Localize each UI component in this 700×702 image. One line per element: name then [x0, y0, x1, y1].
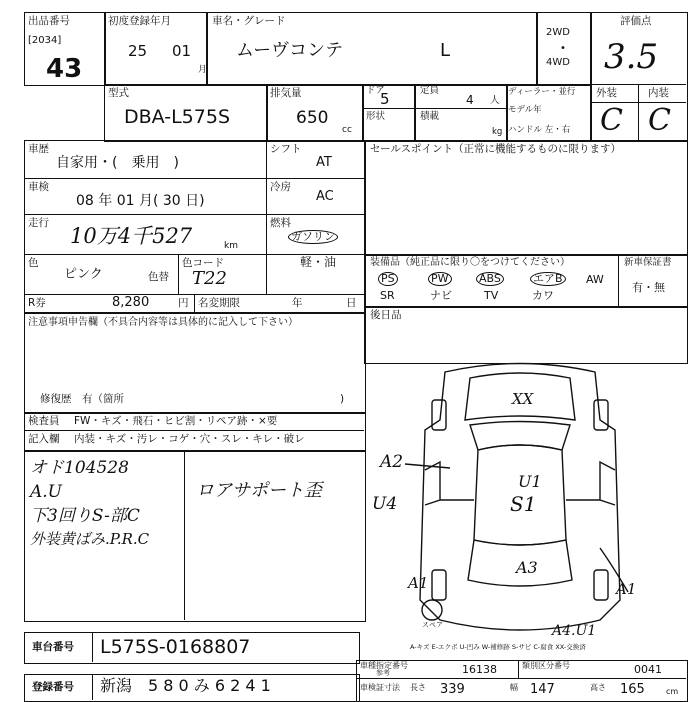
mileage-value: 10万4千527 [70, 224, 193, 248]
exterior-label: 外装 [596, 87, 617, 99]
equip-airbag: エアB [530, 272, 566, 286]
car-name-label: 車名・グレード [212, 15, 286, 27]
hand-note-exterior: 外装黄ばみ.P.R.C [30, 530, 150, 548]
equip-navi: ナビ [430, 289, 452, 302]
mark-a2: A2 [380, 452, 404, 472]
chassis-label: 車台番号 [32, 641, 74, 653]
designation-value: 16138 [462, 663, 497, 676]
km-unit: km [224, 241, 238, 251]
displacement-label: 排気量 [270, 87, 302, 99]
cm-unit: cm [666, 687, 679, 696]
equip-aw: AW [586, 273, 604, 286]
equipment-label: 装備品（純正品に限り〇をつけてください） [370, 257, 570, 268]
fuel-gasoline: ガソリン [288, 230, 338, 244]
displacement: 650 [296, 108, 329, 128]
auction-sheet: 出品番号 [2034] 43 初度登録年月 25 01 月 車名・グレード ムーヴコンテ L 2WD • 4WD 評価点 3.5 外装 内装 C C 型式 DBA-L575S 排気量 650 cc ドア 5 定員 4 人 形状 積載 kg ディーラー・並行 モデル年 ハンドル 左・右 車歴 自家用・( 乗用 ) シフト AT 車検 08 年 01 月( 30 日) 冷房 AC 走行 10万4千527 km 燃料 ガソリン 軽・油 色 ピンク 色替 色コード T22 R券 8,280 円 名変期限 年 日 セールスポイント（正常に機能するものに限ります） 装備品（純正品に限り〇をつけてください） 新車保証書 有・無 PS PW ABS エアB AW SR ナビ TV カワ 後日品 注意事項申告欄（不具合内容等は具体的に記入して下さい） 修復歴 有（箇所 ) 検査員 FW・キズ・飛石・ヒビ割・リペア跡・×要 記入欄 内装・キズ・汚レ・コゲ・穴・スレ・キレ・破レ オド104528 A.U 下3回りS-部C 外装黄ばみ.P.R.C ロアサポート歪 XX A2 U4 U1 S1 A3 A1 A1 A4.U1 スペア A-キズ E-エクボ U-凹み W-補修跡 S-サビ C-腐食 XX-交換済 車台番号 L575S-0168807 登録番号 新潟 5 8 0 み 6 2 4 1 車種指定番号 16138 類別区分番号 0041 参考 車検証寸法 長さ 339 幅 147 高さ 165 cm [0, 0, 700, 700]
interior-grade: C [648, 103, 671, 138]
mark-top: XX [512, 390, 534, 408]
cc-unit: cc [342, 125, 352, 135]
category-value: 0041 [634, 663, 662, 676]
drive-2wd: 2WD [546, 27, 570, 38]
lot-number: 43 [46, 54, 83, 84]
inspection-value: 08 年 01 月( 30 日) [76, 193, 205, 209]
inspector-items: FW・キズ・飛石・ヒビ割・リペア跡・×要 [74, 415, 278, 427]
recycle-value: 8,280 [112, 295, 150, 310]
equip-ps: PS [378, 272, 398, 286]
entry-label: 記入欄 [28, 433, 60, 445]
sales-point-label: セールスポイント（正常に機能するものに限ります） [370, 143, 622, 155]
width-value: 147 [530, 682, 555, 697]
model-year-label: モデル年 [508, 105, 542, 115]
designation-label: 車種指定番号 [360, 661, 408, 670]
inspector-label: 検査員 [28, 415, 60, 427]
repair-close: ) [340, 393, 345, 405]
equip-tv: TV [484, 289, 499, 302]
mark-a1-left: A1 [408, 574, 429, 592]
trunk-label: 後日品 [370, 309, 402, 321]
plate-value: 新潟 5 8 0 み 6 2 4 1 [100, 676, 271, 695]
mark-a4u1: A4.U1 [552, 623, 597, 639]
damage-legend: A-キズ E-エクボ U-凹み W-補修跡 S-サビ C-腐食 XX-交換済 [410, 643, 586, 651]
warranty-label: 新車保証書 [624, 257, 672, 268]
history-value: 自家用・( 乗用 ) [56, 155, 179, 171]
shift-label: シフト [270, 143, 302, 155]
first-reg-month: 01 [172, 42, 192, 60]
height-label: 高さ [590, 683, 606, 692]
handle-label: ハンドル 左・右 [508, 125, 571, 135]
yen-unit: 円 [178, 297, 189, 309]
month-unit: 月 [198, 65, 208, 75]
spare-label: スペア [422, 621, 443, 629]
equip-leather: カワ [532, 289, 554, 302]
color-label: 色 [28, 257, 39, 269]
color-value: ピンク [64, 267, 103, 282]
shape-label: 形状 [366, 111, 386, 122]
length-label: 長さ [410, 683, 426, 692]
grade: L [440, 40, 451, 61]
color-swap-label: 色替 [148, 271, 169, 283]
inspection-label: 車検 [28, 181, 49, 193]
model: DBA-L575S [124, 106, 231, 128]
eval-score: 3.5 [604, 37, 659, 77]
ref-label: 参考 [376, 669, 390, 677]
model-label: 型式 [108, 87, 129, 99]
recycle-label: R券 [28, 297, 46, 309]
drive-4wd: 4WD [546, 57, 570, 68]
doors-label: ドア [366, 85, 385, 96]
eval-label: 評価点 [620, 15, 652, 27]
day-unit: 日 [346, 297, 357, 309]
equip-sr: SR [380, 289, 395, 302]
capacity-label: 定員 [420, 85, 440, 96]
kg-unit: kg [492, 127, 503, 137]
load-label: 積載 [420, 111, 440, 122]
equip-pw: PW [428, 272, 452, 286]
fuel-diesel: 軽・油 [300, 255, 337, 269]
category-label: 類別区分番号 [522, 661, 570, 670]
first-reg-label: 初度登録年月 [108, 15, 171, 27]
lot-code: [2034] [28, 35, 62, 46]
hand-note-lower-support: ロアサポート歪 [196, 480, 322, 501]
dealer-label: ディーラー・並行 [508, 87, 576, 97]
interior-label: 内装 [648, 87, 669, 99]
plate-label: 登録番号 [32, 681, 74, 693]
warranty-value: 有・無 [632, 281, 665, 294]
shift-value: AT [316, 155, 332, 170]
lot-label: 出品番号 [28, 15, 70, 27]
mark-a1-right: A1 [616, 580, 637, 598]
equip-abs: ABS [476, 272, 504, 286]
chassis-number: L575S-0168807 [100, 636, 251, 658]
name-limit-label: 名変期限 [198, 297, 240, 309]
ac-value: AC [316, 189, 334, 204]
hand-note-under: 下3回りS-部C [30, 506, 140, 526]
mileage-label: 走行 [28, 217, 49, 229]
color-code-label: 色コード [182, 257, 224, 269]
height-value: 165 [620, 682, 645, 697]
hand-note-au: A.U [30, 482, 63, 502]
ac-label: 冷房 [270, 181, 291, 193]
hand-note-odo: オド104528 [30, 458, 129, 478]
person-unit: 人 [490, 95, 500, 106]
mark-s1: S1 [510, 492, 537, 516]
car-name: ムーヴコンテ [236, 40, 344, 61]
color-code: T22 [192, 268, 227, 289]
mark-u1: U1 [518, 472, 542, 491]
mark-u4: U4 [372, 494, 398, 514]
first-reg-year: 25 [128, 42, 148, 60]
length-value: 339 [440, 682, 465, 697]
width-label: 幅 [510, 683, 518, 692]
repair-label: 修復歴 有（箇所 [40, 393, 124, 405]
capacity: 4 [466, 93, 474, 107]
mark-a3: A3 [516, 558, 538, 577]
entry-items: 内装・キズ・汚レ・コゲ・穴・スレ・キレ・破レ [74, 433, 305, 445]
history-label: 車歴 [28, 143, 49, 155]
doors: 5 [380, 90, 390, 108]
caution-label: 注意事項申告欄（不具合内容等は具体的に記入して下さい） [28, 317, 298, 328]
fuel-label: 燃料 [270, 217, 291, 229]
year-unit: 年 [292, 297, 303, 309]
exterior-grade: C [600, 103, 623, 138]
dimension-label: 車検証寸法 [360, 683, 400, 692]
